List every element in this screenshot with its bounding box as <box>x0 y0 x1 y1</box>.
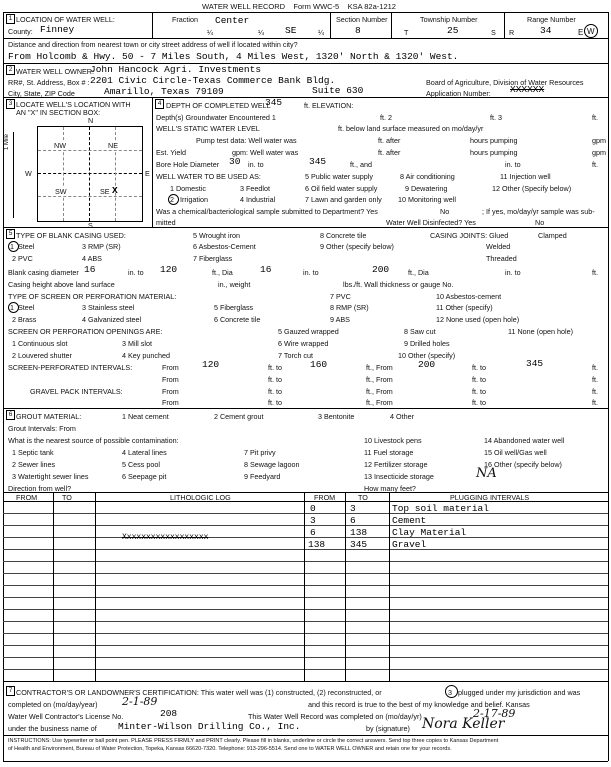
grout-neat[interactable]: 1 Neat cement <box>122 412 169 421</box>
joints-label: CASING JOINTS: Glued <box>430 231 509 240</box>
grout-cement[interactable]: 2 Cement grout <box>214 412 264 421</box>
open-torch[interactable]: 7 Torch cut <box>278 351 314 360</box>
plug-row-3-from[interactable]: 6 <box>310 527 316 538</box>
contam-other[interactable]: 16 Other (specify below) <box>484 460 562 469</box>
screen-steel[interactable]: Steel <box>18 303 35 312</box>
perf-from-1: From <box>162 363 179 372</box>
compass-e: E <box>145 169 150 178</box>
business-value[interactable]: Minter-Wilson Drilling Co., Inc. <box>118 721 301 732</box>
section-6-number: 6 <box>6 410 15 420</box>
diameter-1[interactable]: 16 <box>84 264 96 275</box>
casing-steel-num: 1 <box>10 242 14 251</box>
gravel-to-3: ft. to <box>268 398 282 407</box>
perf-from-4: ft., From <box>366 375 393 384</box>
open-wire[interactable]: 6 Wire wrapped <box>278 339 329 348</box>
contam-lateral[interactable]: 4 Lateral lines <box>122 448 167 457</box>
county-label: County: <box>8 27 33 36</box>
casing-asbestos[interactable]: 6 Asbestos-Cement <box>193 242 256 251</box>
range-east[interactable]: E <box>578 28 584 37</box>
quad-nw: NW <box>54 141 66 150</box>
screen-steel-num: 1 <box>10 303 14 312</box>
township-label: Township Number <box>420 15 478 24</box>
screen-pvc[interactable]: 7 PVC <box>330 292 351 301</box>
use-industrial[interactable]: 4 Industrial <box>240 195 276 204</box>
record-date[interactable]: 2-17-89 <box>473 707 516 720</box>
casing-wrought[interactable]: 5 Wrought iron <box>193 231 241 240</box>
contam-label: What is the nearest source of possible contamination: <box>8 436 179 445</box>
casing-other[interactable]: 9 Other (specify below) <box>320 242 394 251</box>
use-irrigation[interactable]: Irrigation <box>180 195 208 204</box>
groundwater-end: ft. <box>592 113 598 122</box>
diameter-2[interactable]: 16 <box>260 264 272 275</box>
log-header-from: FROM <box>16 493 38 502</box>
log-header-plugging: PLUGGING INTERVALS <box>450 493 530 502</box>
board-label: Board of Agriculture, Division of Water Resources <box>426 78 584 87</box>
use-other[interactable]: 12 Other (Specify below) <box>492 184 572 193</box>
chem-no[interactable]: No <box>440 207 450 216</box>
casing-label: TYPE OF BLANK CASING USED: <box>16 231 126 240</box>
groundwater-label: Depth(s) Groundwater Encountered 1 <box>156 113 276 122</box>
bore-and: ft., and <box>350 160 372 169</box>
perf-from-2: ft., From <box>366 363 393 372</box>
open-none[interactable]: 11 None (open hole) <box>508 327 573 336</box>
fraction-label: Fraction <box>172 15 198 24</box>
depth-label: DEPTH OF COMPLETED WELL <box>166 101 271 110</box>
howmany-label: How many feet? <box>364 484 416 493</box>
gravel-to-1: ft. to <box>268 387 282 396</box>
township-t: T <box>404 28 409 37</box>
use-monitoring[interactable]: 10 Monitoring well <box>398 195 456 204</box>
casing-pvc[interactable]: 2 PVC <box>12 254 33 263</box>
use-air[interactable]: 8 Air conditioning <box>400 172 455 181</box>
log-header-from-2: FROM <box>314 493 336 502</box>
casing-fiberglass[interactable]: 7 Fiberglass <box>193 254 233 263</box>
diameter-2-ft[interactable]: 200 <box>372 264 390 275</box>
open-key[interactable]: 4 Key punched <box>122 351 170 360</box>
screen-asbestos[interactable]: 10 Asbestos-cement <box>436 292 502 301</box>
range-r: R <box>509 28 515 37</box>
casing-concrete[interactable]: 8 Concrete tile <box>320 231 367 240</box>
bore-value[interactable]: 30 <box>229 156 241 167</box>
use-oilfield[interactable]: 6 Oil field water supply <box>305 184 378 193</box>
diameter-label: Blank casing diameter <box>8 268 79 277</box>
instructions-line-2: of Health and Environment, Bureau of Water Protection, Topeka, Kansas 66620-7320. Telephone: 913-296-5514. Send one to WATER WELL OWNER and retain one for your records. <box>8 746 452 752</box>
well-location-x[interactable]: X <box>112 185 118 196</box>
open-louvered[interactable]: 2 Louvered shutter <box>12 351 72 360</box>
plug-row-2-from[interactable]: 3 <box>310 515 316 526</box>
yield-hours: hours pumping <box>470 148 518 157</box>
plug-row-4-from[interactable]: 138 <box>308 539 326 550</box>
lithologic-struck: Xxxxxxxxxxxxxxxxxx <box>122 533 209 542</box>
screen-concrete[interactable]: 6 Concrete tile <box>214 315 261 324</box>
chem-label: Was a chemical/bacteriological sample submitted to Department? Yes <box>156 207 378 216</box>
groundwater-2: ft. 2 <box>380 113 392 122</box>
yield-mid: gpm: Well water was <box>232 148 299 157</box>
screen-galvanized[interactable]: 4 Galvanized steel <box>82 315 142 324</box>
diameter-1-ft[interactable]: 120 <box>160 264 178 275</box>
bore-label: Bore Hole Diameter <box>156 160 220 169</box>
section-4-number: 4 <box>155 99 164 109</box>
screen-none[interactable]: 12 None used (open hole) <box>436 315 520 324</box>
section-7-number: 7 <box>6 686 15 696</box>
cert-line-1b: plugged under my jurisdiction and was <box>458 688 581 697</box>
plug-row-1-to[interactable]: 3 <box>350 503 356 514</box>
screen-abs[interactable]: 9 ABS <box>330 315 350 324</box>
joints-threaded[interactable]: Threaded <box>486 254 517 263</box>
height-in: in., weight <box>218 280 251 289</box>
perf-ft-2: ft. <box>592 375 598 384</box>
disinfected-no[interactable]: No <box>535 218 545 227</box>
contam-lagoon[interactable]: 8 Sewage lagoon <box>244 460 300 469</box>
screen-stainless[interactable]: 3 Stainless steel <box>82 303 135 312</box>
contam-insecticide[interactable]: 13 Insecticide storage <box>364 472 434 481</box>
grout-other[interactable]: 4 Other <box>390 412 414 421</box>
contam-cesspool[interactable]: 5 Cess pool <box>122 460 160 469</box>
range-west: W <box>587 27 595 36</box>
perf-to-1: ft. to <box>268 363 282 372</box>
completed-date[interactable]: 2-1-89 <box>122 695 158 708</box>
plug-row-4-material[interactable]: Gravel <box>392 539 427 550</box>
diameter-2-to: in. to <box>303 268 319 277</box>
business-label: under the business name of <box>8 724 97 733</box>
plug-row-3-material[interactable]: Clay Material <box>392 527 467 538</box>
contam-fertilizer[interactable]: 12 Fertilizer storage <box>364 460 428 469</box>
locate-label-2: AN "X" IN SECTION BOX: <box>16 108 101 117</box>
pump-after: ft. after <box>378 136 401 145</box>
joints-welded[interactable]: Welded <box>486 242 511 251</box>
gravel-to-2: ft. to <box>472 387 486 396</box>
casing-abs[interactable]: 4 ABS <box>82 254 102 263</box>
quad-se: SE <box>100 187 110 196</box>
use-domestic[interactable]: 1 Domestic <box>170 184 206 193</box>
signature[interactable]: Nora Keller <box>422 716 505 732</box>
bore-in2: in. to <box>505 160 521 169</box>
screen-fiberglass[interactable]: 5 Fiberglass <box>214 303 254 312</box>
direction-label: Direction from well? <box>8 484 72 493</box>
groundwater-3: ft. 3 <box>490 113 502 122</box>
bore-to: in. to <box>248 160 264 169</box>
address-label: RR#, St. Address, Box # : <box>8 78 90 87</box>
city-label: City, State, ZIP Code <box>8 89 75 98</box>
compass-n: N <box>88 116 94 125</box>
perf-from-1-value[interactable]: 120 <box>202 359 220 370</box>
quarter-symbol-3: ¼ <box>318 28 324 37</box>
diameter-end: in. to <box>505 268 521 277</box>
use-label: WELL WATER TO BE USED AS: <box>156 172 261 181</box>
joints-clamped[interactable]: Clamped <box>538 231 567 240</box>
signature-label: by (signature) <box>366 724 410 733</box>
application-value[interactable]: XXXXXX <box>510 84 545 95</box>
height-lbs: lbs./ft. Wall thickness or gauge No. <box>343 280 454 289</box>
static-label: WELL'S STATIC WATER LEVEL <box>156 124 260 133</box>
record-label: This Water Well Record was completed on (mo/day/yr) <box>248 712 422 721</box>
gravel-ft-2: ft. <box>592 398 598 407</box>
pump-hours: hours pumping <box>470 136 518 145</box>
chem-rest: ; If yes, mo/day/yr sample was sub- <box>482 207 595 216</box>
perf-to-2-value[interactable]: 345 <box>526 358 544 369</box>
township-s: S <box>491 28 496 37</box>
depth-value[interactable]: 345 <box>265 97 283 108</box>
pump-label: Pump test data: Well water was <box>196 136 297 145</box>
diameter-dia: ft., Dia <box>212 268 233 277</box>
casing-steel[interactable]: Steel <box>18 242 35 251</box>
use-irrigation-num: 2 <box>170 195 174 204</box>
grout-intervals: Grout Intervals: From <box>8 424 76 433</box>
application-label: Application Number: <box>426 89 491 98</box>
diameter-dia2: ft., Dia <box>408 268 429 277</box>
disinfected-label: Water Well Disinfected? Yes <box>386 218 476 227</box>
owner-value[interactable]: John Hancock Agri. Investments <box>90 64 262 75</box>
location-label: LOCATION OF WATER WELL: <box>16 15 115 24</box>
range-label: Range Number <box>527 15 576 24</box>
fraction-se[interactable]: SE <box>285 25 297 36</box>
screen-brass[interactable]: 2 Brass <box>12 315 37 324</box>
contam-privy[interactable]: 7 Pit privy <box>244 448 276 457</box>
use-feedlot[interactable]: 3 Feedlot <box>240 184 270 193</box>
screen-rmp[interactable]: 8 RMP (SR) <box>330 303 369 312</box>
license-label: Water Well Contractor's License No. <box>8 712 124 721</box>
diameter-1-to: in. to <box>128 268 144 277</box>
elevation-label: ft. ELEVATION: <box>304 101 354 110</box>
gravel-from-2: ft., From <box>366 387 393 396</box>
perf-from-2-value[interactable]: 200 <box>418 359 436 370</box>
use-lawn[interactable]: 7 Lawn and garden only <box>305 195 382 204</box>
grout-label: GROUT MATERIAL: <box>16 412 82 421</box>
plug-row-2-material[interactable]: Cement <box>392 515 427 526</box>
mile-label: 1 Mile <box>4 133 10 150</box>
range-value[interactable]: 34 <box>540 25 552 36</box>
use-dewatering[interactable]: 9 Dewatering <box>405 184 448 193</box>
locate-label-1: LOCATE WELL'S LOCATION WITH <box>16 100 131 109</box>
section-1-number: 1 <box>6 14 15 24</box>
perf-to-3: ft. to <box>268 375 282 384</box>
gravel-ft-1: ft. <box>592 387 598 396</box>
compass-s: S <box>88 221 93 230</box>
quarter-symbol-2: ¼ <box>258 28 264 37</box>
chem-mitted: mitted <box>156 218 176 227</box>
contam-livestock[interactable]: 10 Livestock pens <box>364 436 422 445</box>
log-table <box>3 492 608 682</box>
perforated-label: SCREEN-PERFORATED INTERVALS: <box>8 363 133 372</box>
diameter-ft-end: ft. <box>592 268 598 277</box>
openings-label: SCREEN OR PERFORATION OPENINGS ARE: <box>8 327 163 336</box>
contam-na[interactable]: NA <box>476 466 497 481</box>
open-mill[interactable]: 3 Mill slot <box>122 339 152 348</box>
perf-to-1-value[interactable]: 160 <box>310 359 328 370</box>
bore-depth[interactable]: 345 <box>309 156 327 167</box>
gravel-from-4: ft., From <box>366 398 393 407</box>
use-public[interactable]: 5 Public water supply <box>305 172 373 181</box>
distance-value[interactable]: From Holcomb & Hwy. 50 - 7 Miles South, 4 Miles West, 1320' North & 1320' West. <box>8 51 459 62</box>
plug-row-4-to[interactable]: 345 <box>350 539 368 550</box>
bore-end: ft. <box>592 160 598 169</box>
plug-row-1-from[interactable]: 0 <box>310 503 316 514</box>
address-value[interactable]: 2201 Civic Circle-Texas Commerce Bank Bldg. <box>90 75 336 86</box>
section-box[interactable] <box>37 126 143 222</box>
distance-label: Distance and direction from nearest town or city street address of well if located within city? <box>8 40 298 49</box>
static-rest: ft. below land surface measured on mo/day/yr <box>338 124 484 133</box>
log-header-to-2: TO <box>358 493 368 502</box>
perf-from-3: From <box>162 375 179 384</box>
owner-label: WATER WELL OWNER: <box>16 67 94 76</box>
perf-to-4: ft. to <box>472 375 486 384</box>
yield-after: ft. after <box>378 148 401 157</box>
section-number-value[interactable]: 8 <box>355 25 361 36</box>
height-label: Casing height above land surface <box>8 280 115 289</box>
open-saw[interactable]: 8 Saw cut <box>404 327 436 336</box>
casing-rmp[interactable]: 3 RMP (SR) <box>82 242 121 251</box>
gravel-from-1: From <box>162 387 179 396</box>
quad-sw: SW <box>55 187 67 196</box>
contam-septic[interactable]: 1 Septic tank <box>12 448 54 457</box>
contam-watertight[interactable]: 3 Watertight sewer lines <box>12 472 89 481</box>
grout-bentonite[interactable]: 3 Bentonite <box>318 412 355 421</box>
open-continuous[interactable]: 1 Continuous slot <box>12 339 68 348</box>
plug-row-2-to[interactable]: 6 <box>350 515 356 526</box>
city-value[interactable]: Amarillo, Texas 79109 <box>104 86 224 97</box>
log-header-to: TO <box>62 493 72 502</box>
license-value[interactable]: 208 <box>160 708 178 719</box>
completed-label: completed on (mo/day/year) <box>8 700 98 709</box>
contam-seepage[interactable]: 6 Seepage pit <box>122 472 167 481</box>
compass-w: W <box>25 169 32 178</box>
perf-ft-1: ft. <box>592 363 598 372</box>
cert-three: 3 <box>448 688 452 697</box>
completed-rest: and this record is true to the best of my knowledge and belief. Kansas <box>308 700 530 709</box>
contam-fuel[interactable]: 11 Fuel storage <box>364 448 414 457</box>
plug-row-1-material[interactable]: Top soil material <box>392 503 489 514</box>
plug-row-3-to[interactable]: 138 <box>350 527 368 538</box>
open-gauzed[interactable]: 5 Gauzed wrapped <box>278 327 339 336</box>
county-value[interactable]: Finney <box>40 24 75 35</box>
log-header-lithologic: LITHOLOGIC LOG <box>170 493 231 502</box>
form-title: WATER WELL RECORD Form WWC-5 KSA 82a-1212 <box>202 2 396 11</box>
section-3-number: 3 <box>6 99 15 109</box>
perf-to-2: ft. to <box>472 363 486 372</box>
suite-value[interactable]: Suite 630 <box>312 85 364 96</box>
contam-feedyard[interactable]: 9 Feedyard <box>244 472 281 481</box>
use-injection[interactable]: 11 Injection well <box>500 172 551 181</box>
township-value[interactable]: 25 <box>447 25 459 36</box>
screen-other[interactable]: 11 Other (specify) <box>436 303 493 312</box>
contam-abandoned[interactable]: 14 Abandoned water well <box>484 436 565 445</box>
section-2-number: 2 <box>6 65 15 75</box>
pump-gpm: gpm <box>592 136 606 145</box>
open-other[interactable]: 10 Other (specify) <box>398 351 456 360</box>
screen-label: TYPE OF SCREEN OR PERFORATION MATERIAL: <box>8 292 177 301</box>
contam-oilwell[interactable]: 15 Oil well/Gas well <box>484 448 547 457</box>
yield-label: Est. Yield <box>156 148 186 157</box>
fraction-center[interactable]: Center <box>215 15 250 26</box>
gravel-from-3: From <box>162 398 179 407</box>
section-number-label: Section Number <box>336 15 388 24</box>
cert-line-1: CONTRACTOR'S OR LANDOWNER'S CERTIFICATION: This water well was (1) constructed, (2) reconstructed, or <box>16 688 382 697</box>
gravel-label: GRAVEL PACK INTERVALS: <box>30 387 123 396</box>
yield-gpm: gpm <box>592 148 606 157</box>
contam-sewer[interactable]: 2 Sewer lines <box>12 460 56 469</box>
quad-ne: NE <box>108 141 118 150</box>
quarter-symbol-1: ¼ <box>207 28 213 37</box>
open-drilled[interactable]: 9 Drilled holes <box>404 339 450 348</box>
gravel-to-4: ft. to <box>472 398 486 407</box>
instructions-line-1: INSTRUCTIONS: Use typewriter or ball point pen. PLEASE PRESS FIRMLY and PRINT clearly. Please fill in blanks, underline or circle the correct answers. Send top three copies to Kansas Department <box>8 738 499 744</box>
section-5-number: 5 <box>6 229 15 239</box>
